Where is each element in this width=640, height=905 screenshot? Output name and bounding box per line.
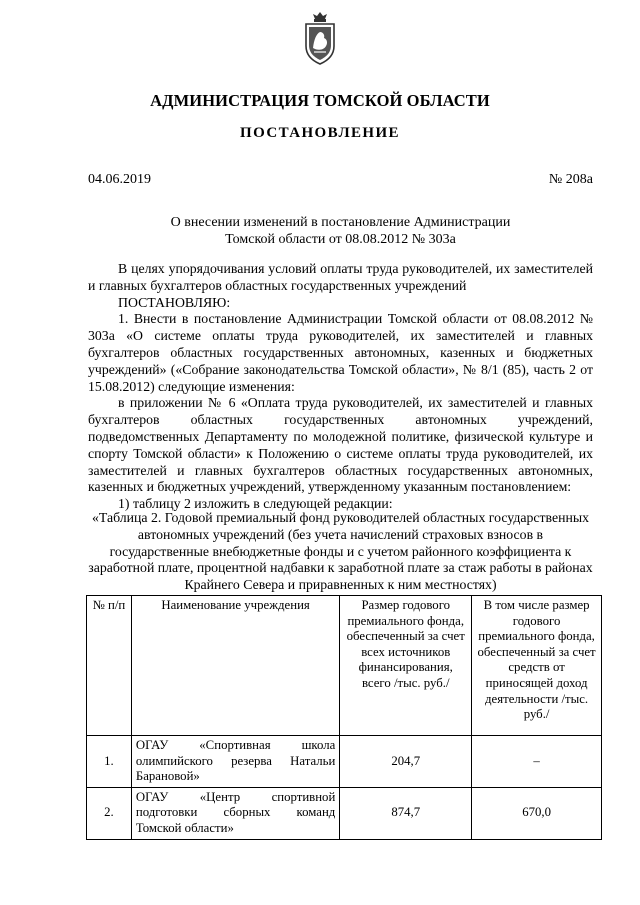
row-income-fund: 670,0: [472, 787, 602, 839]
row-number: 1.: [87, 736, 132, 788]
header-total-fund: Размер годового премиального фонда, обеспеченный за счет всех источников финансирования, всего /тыс. руб./: [340, 596, 472, 736]
table-row: [87, 787, 602, 839]
table-row: [87, 736, 602, 788]
row-institution-name: ОГАУ «Центр спортивной подготовки сборных команд Томской области»: [131, 787, 339, 839]
resolve-word: ПОСТАНОВЛЯЮ:: [118, 294, 231, 310]
table-header-row: [87, 596, 602, 736]
premium-fund-table: [86, 595, 602, 840]
row-number: 2.: [87, 787, 132, 839]
table-caption: «Таблица 2. Годовой премиальный фонд руководителей областных государственных автономных учреждений (без учета начислений страховых взносов в государственные внебюджетные фонды и с учетом районного коэффициента к заработной плате, процентной надбавки к заработной плате за стаж работы в районах Крайнего Севера и приравненных к ним местностях): [88, 510, 593, 593]
item-1-appendix-paragraph: в приложении № 6 «Оплата труда руководителей, их заместителей и главных бухгалтеров областных государственных автономных учреждений, подведомственных Департаменту по молодежной политике, физической культуре и спорту Томской области» к Положению о системе оплаты труда руководителей, их заместителей и главных бухгалтеров областных государственных автономных, казенных и бюджетных учреждений, утвержденному указанным постановлением:: [88, 395, 593, 495]
header-income-fund: В том числе размер годового премиального фонда, обеспеченный за счет средств от приносящей доход деятельности /тыс. руб./: [472, 596, 602, 736]
document-type: ПОСТАНОВЛЕНИЕ: [240, 125, 400, 141]
coat-of-arms-icon: [300, 10, 340, 66]
header-number: № п/п: [87, 596, 132, 736]
document-subject: [88, 214, 593, 248]
row-total-fund: 874,7: [340, 787, 472, 839]
row-income-fund: –: [472, 736, 602, 788]
preamble-paragraph: В целях упорядочивания условий оплаты труда руководителей, их заместителей и главных бухгалтеров областных государственных учреждений: [88, 261, 593, 293]
row-total-fund: 204,7: [340, 736, 472, 788]
row-institution-name: ОГАУ «Спортивная школа олимпийского резерва Натальи Барановой»: [131, 736, 339, 788]
document-number: № 208а: [548, 172, 593, 187]
subject-line-2: Томской области от 08.08.2012 № 303а: [225, 232, 456, 247]
subject-line-1: О внесении изменений в постановление Администрации: [170, 215, 511, 230]
item-1-sub-1-paragraph: 1) таблицу 2 изложить в следующей редакции:: [118, 496, 393, 512]
item-1-paragraph: 1. Внести в постановление Администрации Томской области от 08.08.2012 № 303а «О системе оплаты труда руководителей, их заместителей и главных бухгалтеров областных государственных автономных, казенных и бюджетных учреждений» («Собрание законодательства Томской области», № 8/1 (85), часть 2 от 15.08.2012) следующие изменения:: [88, 311, 593, 394]
document-date: 04.06.2019: [88, 172, 151, 187]
document-body: [88, 261, 593, 513]
header-institution-name: Наименование учреждения: [131, 596, 339, 736]
organization-title: АДМИНИСТРАЦИЯ ТОМСКОЙ ОБЛАСТИ: [150, 91, 490, 110]
